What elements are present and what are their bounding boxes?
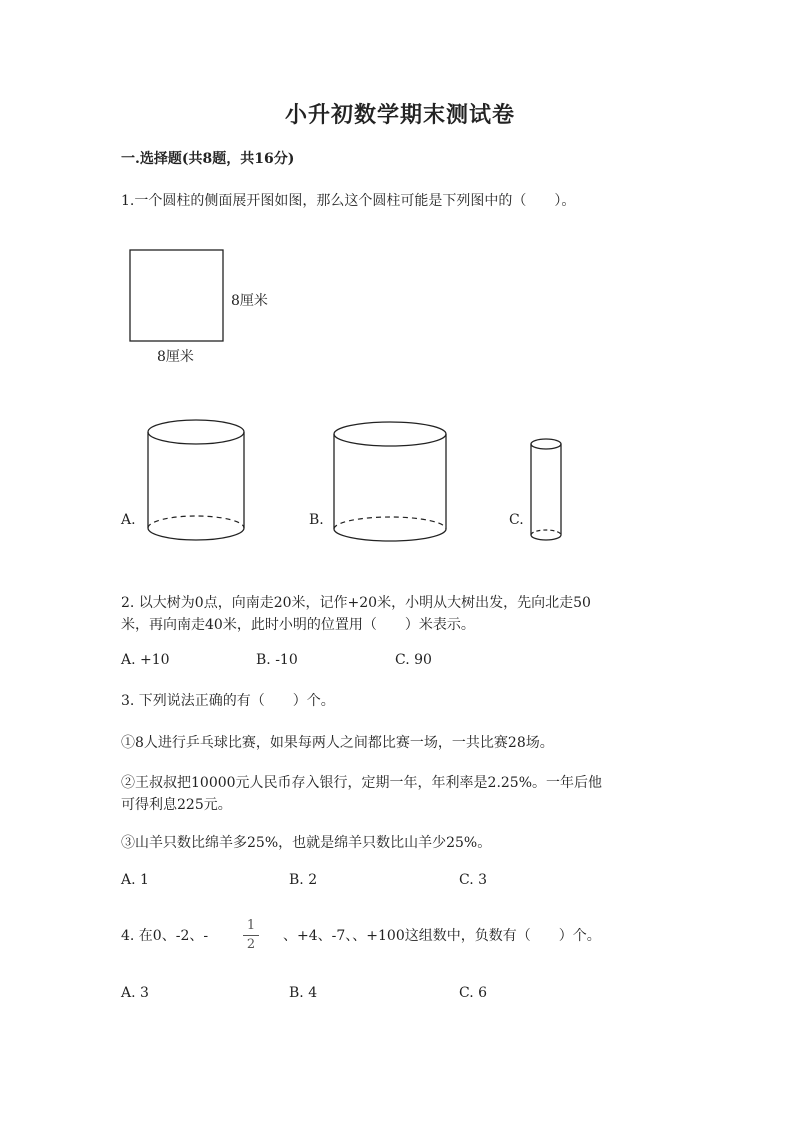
question-3-statement-2-line-2: 可得利息225元。 <box>121 797 232 813</box>
question-3-statement-1: ①8人进行乒乓球比赛，如果每两人之间都比赛一场，一共比赛28场。 <box>121 735 554 751</box>
question-4-text-before: 4. 在0、-2、- <box>121 928 209 944</box>
section-heading: 一.选择题(共8题，共16分) <box>121 151 295 167</box>
question-3-statement-3: ③山羊只数比绵羊多25%，也就是绵羊只数比山羊少25%。 <box>121 835 492 851</box>
option-a-label: A. <box>121 512 136 528</box>
cylinder-b <box>334 422 446 541</box>
question-2-option-a: A. +10 <box>121 652 170 668</box>
question-3-option-c: C. 3 <box>459 872 488 888</box>
question-3-option-a: A. 1 <box>121 872 149 888</box>
question-2-line-1: 2. 以大树为0点，向南走20米，记作+20米，小明从大树出发，先向北走50 <box>121 595 591 611</box>
question-3-text: 3. 下列说法正确的有（ ）个。 <box>121 693 335 709</box>
question-2-option-b: B. -10 <box>256 652 298 668</box>
question-4-option-c: C. 6 <box>459 985 488 1001</box>
square-side-label: 8厘米 <box>231 293 268 309</box>
cylinder-c <box>531 439 561 540</box>
fraction-denominator: 2 <box>246 937 256 952</box>
fraction-numerator: 1 <box>246 918 256 933</box>
question-2-option-c: C. 90 <box>395 652 432 668</box>
page-title: 小升初数学期末测试卷 <box>284 102 515 128</box>
option-c-label: C. <box>509 512 524 528</box>
square-net <box>130 250 223 341</box>
question-3-statement-2-line-1: ②王叔叔把10000元人民币存入银行，定期一年，年利率是2.25%。一年后他 <box>121 775 603 791</box>
question-4-text-after: 、+4、-7、、+100这组数中，负数有（ ）个。 <box>283 928 601 944</box>
question-1-text: 1.一个圆柱的侧面展开图如图，那么这个圆柱可能是下列图中的（ ）。 <box>121 193 576 209</box>
option-b-label: B. <box>309 512 324 528</box>
question-4-option-b: B. 4 <box>289 985 318 1001</box>
cylinder-a <box>148 420 244 540</box>
question-4-option-a: A. 3 <box>121 985 149 1001</box>
square-bottom-label: 8厘米 <box>157 349 194 365</box>
fraction-one-half <box>243 918 259 953</box>
question-2-line-2: 米，再向南走40米，此时小明的位置用（ ）米表示。 <box>121 617 475 633</box>
question-3-option-b: B. 2 <box>289 872 318 888</box>
